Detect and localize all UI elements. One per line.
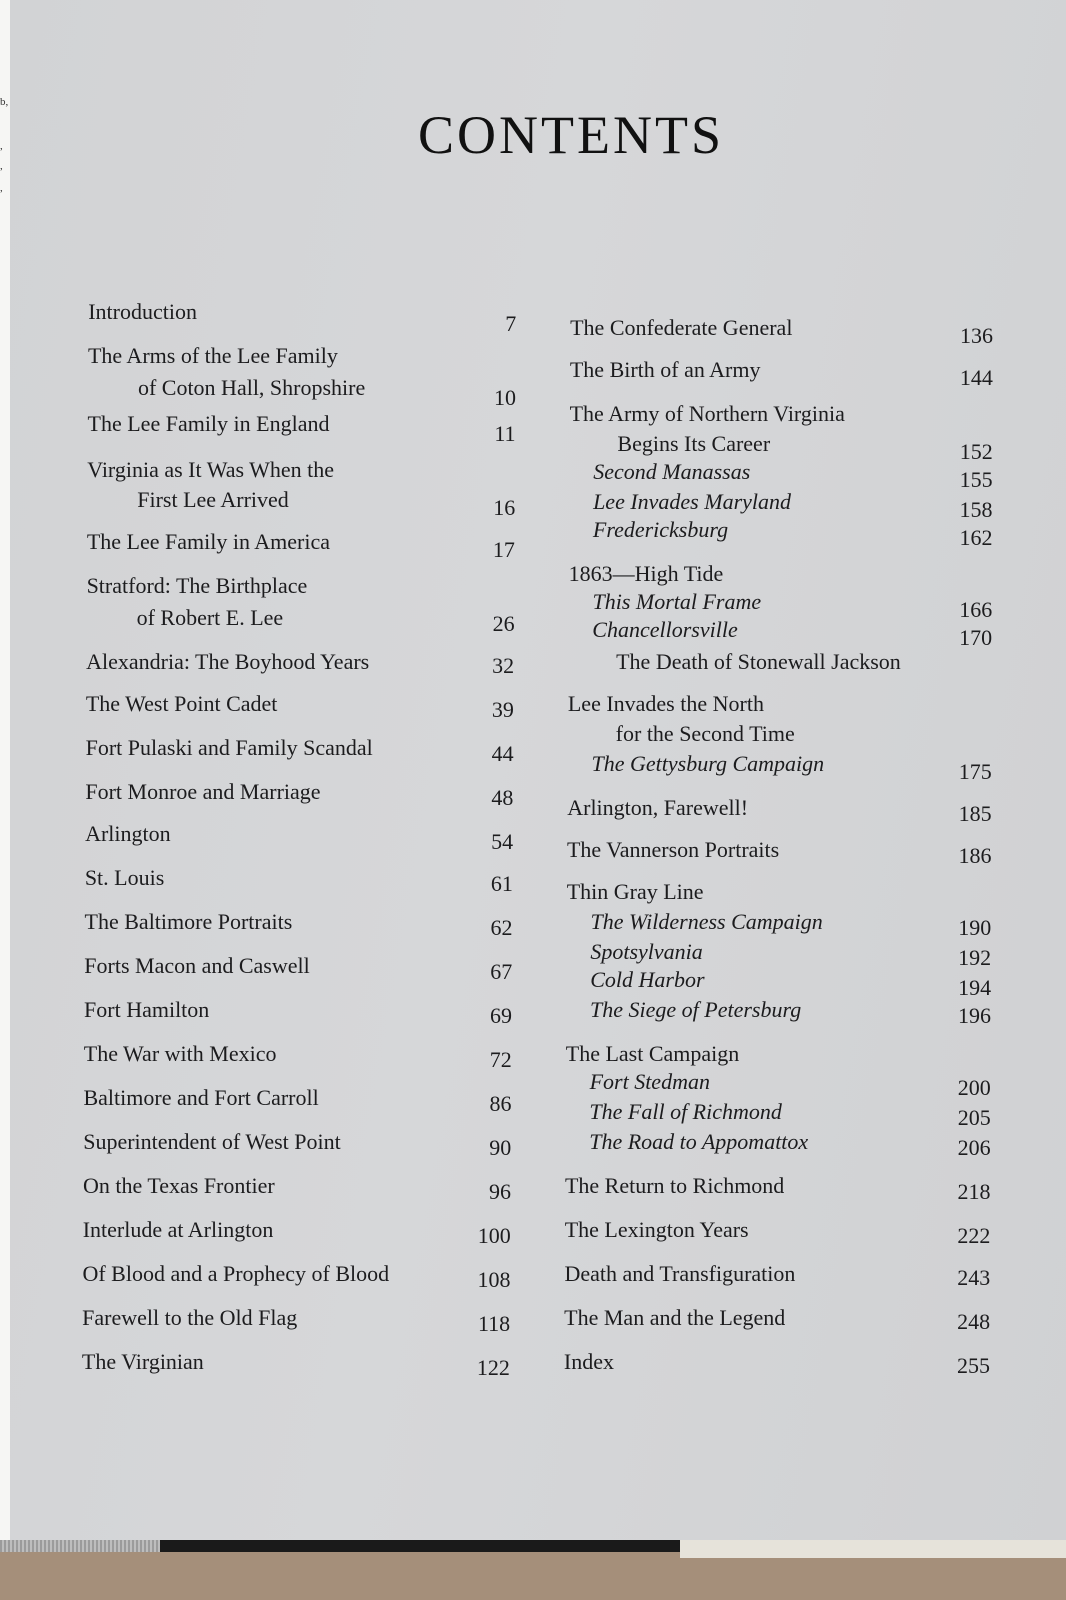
toc-entry-line: The Siege of Petersburg: [590, 997, 802, 1022]
edge-mark: ,: [0, 182, 3, 194]
toc-page-number: 205: [957, 1105, 991, 1130]
toc-entry-line: The Wilderness Campaign: [590, 909, 823, 934]
toc-entry-line: Forts Macon and Caswell: [84, 953, 310, 978]
toc-entry-line: Index: [563, 1349, 614, 1374]
toc-entry-line: The War with Mexico: [83, 1041, 277, 1066]
toc-entry-line: Fredericksburg: [592, 517, 729, 542]
toc-page-number: 222: [957, 1223, 991, 1248]
book-cover-edge: [0, 1540, 1066, 1600]
toc-entry-line: Thin Gray Line: [566, 879, 704, 904]
toc-entry-line: of Coton Hall, Shropshire: [137, 375, 366, 400]
toc-entry-line: The Vannerson Portraits: [566, 837, 780, 862]
toc-page-number: 162: [959, 525, 993, 550]
toc-page-number: 248: [957, 1309, 991, 1334]
toc-page-number: 255: [956, 1353, 990, 1378]
toc-page-number: 122: [476, 1355, 510, 1380]
toc-page-number: 72: [489, 1047, 512, 1072]
book-page: [10, 0, 1066, 1540]
toc-entry-line: Of Blood and a Prophecy of Blood: [82, 1261, 390, 1286]
toc-entry-line: for the Second Time: [615, 721, 795, 746]
toc-entry-line: The Man and the Legend: [564, 1305, 786, 1330]
edge-mark: b,: [0, 96, 9, 108]
toc-page-number: 194: [958, 975, 992, 1000]
toc-entry-line: The Lee Family in England: [87, 411, 330, 436]
adjacent-page-edge: [0, 0, 10, 1540]
toc-entry-line: Arlington, Farewell!: [567, 795, 749, 820]
toc-entry-line: Fort Stedman: [589, 1069, 710, 1094]
toc-page-number: 26: [492, 611, 515, 636]
toc-entry-line: On the Texas Frontier: [82, 1173, 275, 1198]
edge-mark: ,: [0, 160, 3, 172]
toc-page-number: 196: [958, 1003, 991, 1028]
toc-page-number: 186: [958, 843, 992, 868]
toc-entry-line: The Army of Northern Virginia: [569, 401, 845, 426]
toc-page-number: 54: [491, 829, 514, 854]
toc-entry-line: Arlington: [85, 821, 171, 846]
toc-page-number: 206: [957, 1135, 991, 1160]
toc-page-number: 62: [490, 915, 513, 940]
toc-page-number: 69: [490, 1003, 513, 1028]
toc-page-number: 32: [492, 653, 515, 678]
toc-page-number: 108: [477, 1267, 511, 1292]
toc-entry-line: Virginia as It Was When the: [87, 457, 335, 482]
toc-page-number: 100: [477, 1223, 511, 1248]
toc-page-number: 10: [493, 385, 516, 410]
toc-entry-line: The Confederate General: [570, 315, 793, 340]
toc-entry-line: Fort Monroe and Marriage: [85, 779, 321, 804]
toc-entry-line: The Road to Appomattox: [589, 1129, 809, 1154]
toc-entry-line: Fort Hamilton: [84, 997, 210, 1022]
toc-entry-line: The Arms of the Lee Family: [87, 343, 338, 368]
toc-entry-line: Chancellorsville: [592, 617, 738, 642]
toc-page-number: 144: [959, 365, 993, 390]
toc-entry-line: Cold Harbor: [590, 967, 705, 992]
toc-entry-line: Begins Its Career: [617, 431, 771, 456]
toc-entry-line: The Return to Richmond: [564, 1173, 785, 1198]
toc-page-number: 86: [489, 1091, 512, 1116]
toc-page-number: 67: [490, 959, 513, 984]
toc-page-number: 39: [491, 697, 514, 722]
toc-entry-line: Lee Invades the North: [567, 691, 764, 716]
edge-mark: ,: [0, 140, 3, 152]
toc-entry-line: Alexandria: The Boyhood Years: [86, 649, 370, 674]
cover-board: [160, 1540, 680, 1552]
page-block-edge: [680, 1540, 1066, 1558]
toc-entry-line: The Gettysburg Campaign: [591, 751, 825, 776]
toc-entry-line: Fort Pulaski and Family Scandal: [85, 735, 373, 760]
toc-page-number: 61: [490, 871, 513, 896]
toc-entry-line: The Birth of an Army: [569, 357, 761, 382]
toc-entry-line: Stratford: The Birthplace: [86, 573, 308, 598]
toc-entry-line: Baltimore and Fort Carroll: [83, 1085, 319, 1110]
toc-page-number: 243: [957, 1265, 991, 1290]
toc-entry-line: Second Manassas: [593, 459, 751, 484]
toc-page-number: 11: [494, 421, 516, 446]
toc-page-number: 166: [959, 597, 993, 622]
toc-page-number: 218: [957, 1179, 991, 1204]
toc-entry-line: The West Point Cadet: [85, 691, 278, 716]
toc-page-number: 175: [958, 759, 992, 784]
toc-entry-line: The Fall of Richmond: [589, 1099, 782, 1124]
toc-page-number: 118: [477, 1311, 511, 1336]
toc-page-number: 192: [958, 945, 992, 970]
toc-page-number: 200: [957, 1075, 991, 1100]
toc-page-number: 190: [958, 915, 992, 940]
toc-entry-line: Spotsylvania: [590, 939, 703, 964]
toc-entry-line: Introduction: [88, 299, 197, 324]
toc-page-number: 170: [959, 625, 993, 650]
binding-cloth: [0, 1540, 160, 1552]
toc-entry-line: The Virginian: [81, 1349, 204, 1374]
toc-entry-line: The Death of Stonewall Jackson: [616, 649, 901, 674]
toc-page-number: 44: [491, 741, 514, 766]
toc-page-number: 158: [959, 497, 993, 522]
toc-entry-line: The Lexington Years: [564, 1217, 749, 1242]
toc-page-number: 136: [960, 323, 994, 348]
toc-entry-line: The Lee Family in America: [86, 529, 330, 554]
toc-page-number: 96: [488, 1179, 511, 1204]
toc-page-number: 7: [505, 311, 517, 336]
toc-entry-line: of Robert E. Lee: [136, 605, 284, 630]
toc-page-number: 152: [959, 439, 993, 464]
toc-page-number: 155: [959, 467, 993, 492]
toc-entry-line: Death and Transfiguration: [564, 1261, 796, 1286]
toc-entry-line: 1863—High Tide: [568, 561, 724, 586]
toc-page-number: 16: [493, 495, 516, 520]
toc-entry-line: First Lee Arrived: [137, 487, 289, 512]
toc-entry-line: Interlude at Arlington: [82, 1217, 274, 1242]
toc-entry-line: Farewell to the Old Flag: [82, 1305, 298, 1330]
page-title: CONTENTS: [418, 105, 724, 165]
toc-entry-line: This Mortal Frame: [592, 589, 762, 614]
toc-page-number: 17: [492, 537, 515, 562]
toc-entry-line: Superintendent of West Point: [83, 1129, 341, 1154]
toc-entry-line: St. Louis: [84, 865, 165, 890]
toc-entry-line: Lee Invades Maryland: [593, 489, 792, 514]
toc-page-number: 185: [958, 801, 992, 826]
toc-entry-line: The Last Campaign: [565, 1041, 740, 1066]
toc-page-number: 48: [491, 785, 514, 810]
toc-page-number: 90: [489, 1135, 512, 1160]
toc-entry-line: The Baltimore Portraits: [84, 909, 293, 934]
